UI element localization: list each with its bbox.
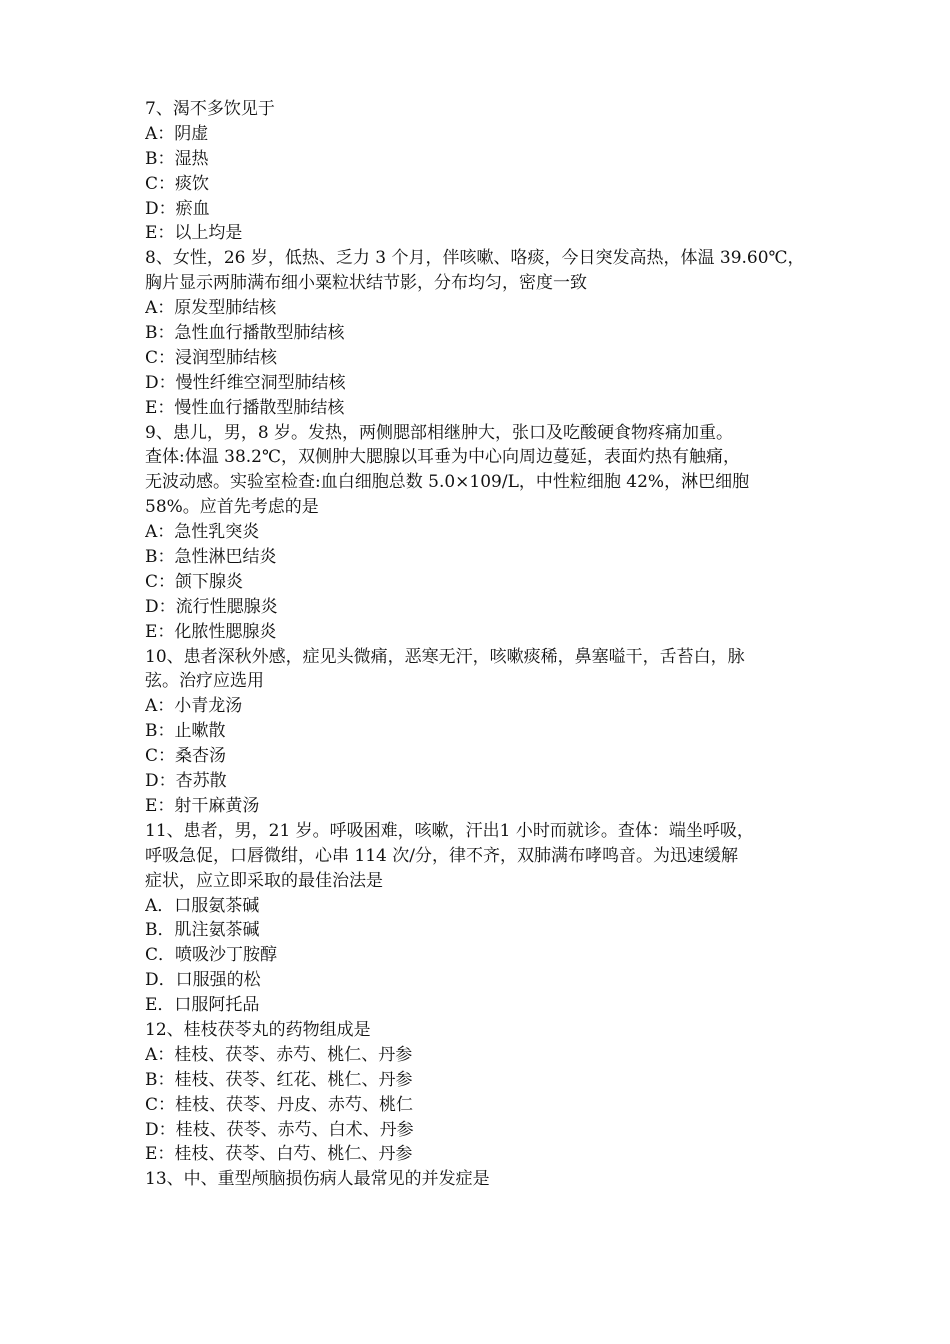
q8-option-e: E：慢性血行播散型肺结核	[145, 397, 345, 418]
q12-option-b: B：桂枝、茯苓、红花、桃仁、丹参	[145, 1069, 413, 1090]
question-9-stem-line-1: 9、患儿，男，8 岁。发热，两侧腮部相继肿大，张口及吃酸硬食物疼痛加重。	[145, 422, 734, 443]
q7-option-c: C：痰饮	[145, 173, 210, 194]
q11-option-c: C．喷吸沙丁胺醇	[145, 945, 278, 966]
q8-option-b: B：急性血行播散型肺结核	[145, 323, 345, 344]
question-10-stem-line-1: 10、患者深秋外感，症见头微痛，恶寒无汗，咳嗽痰稀，鼻塞嗌干，舌苔白，脉	[145, 646, 745, 667]
q9-option-d: D：流行性腮腺炎	[145, 596, 278, 617]
question-11-stem-line-2: 呼吸急促，口唇微绀，心串 114 次/分，律不齐，双肺满布哮鸣音。为迅速缓解	[145, 845, 738, 866]
q7-option-d: D：瘀血	[145, 198, 210, 219]
question-9-stem-line-4: 58%。应首先考虑的是	[145, 497, 319, 518]
document-page	[145, 97, 815, 1192]
q10-option-c: C：桑杏汤	[145, 746, 227, 767]
q9-option-e: E：化脓性腮腺炎	[145, 621, 277, 642]
question-8-stem-line-1: 8、女性，26 岁，低热、乏力 3 个月，伴咳嗽、咯痰，今日突发高热，体温 39.60℃，	[145, 248, 805, 269]
question-10-stem-line-2: 弦。治疗应选用	[145, 671, 264, 692]
question-9-stem-line-2: 查体:体温 38.2℃，双侧肿大腮腺以耳垂为中心向周边蔓延，表面灼热有触痛，	[145, 447, 740, 468]
q9-option-c: C：颌下腺炎	[145, 571, 244, 592]
q7-option-a: A：阴虚	[145, 123, 209, 144]
q12-option-d: D：桂枝、茯苓、赤芍、白术、丹参	[145, 1119, 414, 1140]
q11-option-b: B．肌注氨茶碱	[145, 920, 260, 941]
question-9-stem-line-3: 无波动感。实验室检查:血白细胞总数 5.0×109/L，中性粒细胞 42%，淋巴细胞	[145, 472, 750, 493]
q9-option-b: B：急性淋巴结炎	[145, 547, 277, 568]
q8-option-a: A：原发型肺结核	[145, 298, 277, 319]
q8-option-c: C：浸润型肺结核	[145, 347, 278, 368]
question-12-stem: 12、桂枝茯苓丸的药物组成是	[145, 1019, 371, 1040]
question-11-stem-line-3: 症状，应立即采取的最佳治法是	[145, 870, 383, 891]
q10-option-a: A：小青龙汤	[145, 696, 243, 717]
q10-option-d: D：杏苏散	[145, 771, 227, 792]
question-8-stem-line-2: 胸片显示两肺满布细小粟粒状结节影，分布均匀，密度一致	[145, 273, 587, 294]
q8-option-d: D：慢性纤维空洞型肺结核	[145, 372, 346, 393]
q11-option-e: E．口服阿托品	[145, 995, 260, 1016]
q7-option-b: B：湿热	[145, 148, 209, 169]
q12-option-e: E：桂枝、茯苓、白芍、桃仁、丹参	[145, 1144, 413, 1165]
question-13-stem: 13、中、重型颅脑损伤病人最常见的并发症是	[145, 1169, 490, 1190]
question-11-stem-line-1: 11、患者，男，21 岁。呼吸困难，咳嗽，汗出1 小时而就诊。查体：端坐呼吸，	[145, 820, 754, 841]
q11-option-a: A．口服氨茶碱	[145, 895, 260, 916]
q10-option-e: E：射干麻黄汤	[145, 795, 260, 816]
q9-option-a: A：急性乳突炎	[145, 522, 260, 543]
q11-option-d: D．口服强的松	[145, 970, 261, 991]
q12-option-a: A：桂枝、茯苓、赤芍、桃仁、丹参	[145, 1044, 413, 1065]
question-7-stem: 7、渴不多饮见于	[145, 99, 275, 119]
q7-option-e: E：以上均是	[145, 223, 243, 244]
q10-option-b: B：止嗽散	[145, 721, 226, 742]
q12-option-c: C：桂枝、茯苓、丹皮、赤芍、桃仁	[145, 1094, 414, 1115]
